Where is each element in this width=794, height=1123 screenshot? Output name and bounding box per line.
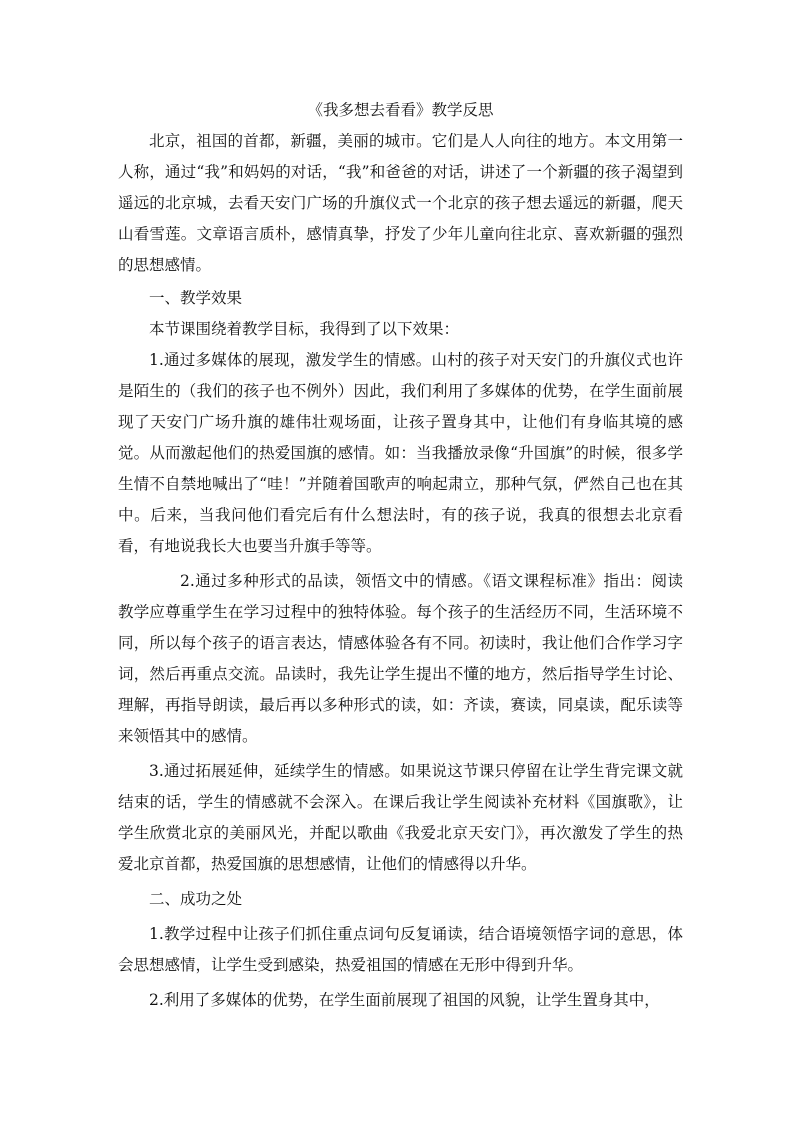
effect-item-1-paragraph: 1.通过多媒体的展现，激发学生的情感。山村的孩子对天安门的升旗仪式也许是陌生的（我们的孩子也不例外）因此，我们利用了多媒体的优势，在学生面前展现了天安门广场升旗的雄伟壮观场面，让孩子置身其中，让他们有身临其境的感觉。从而激起他们的热爱国旗的感情。如：当我播放录像“升国旗”的时候，很多学生情不自禁地喊出了“哇！”并随着国歌声的响起肃立，那种气氛，俨然自己也在其中。后来，当我问他们看完后有什么想法时，有的孩子说，我真的很想去北京看看，有地说我长大也要当升旗手等等。	[118, 351, 683, 555]
effect-item-3-paragraph: 3.通过拓展延伸，延续学生的情感。如果说这节课只停留在让学生背完课文就结束的话，学生的情感就不会深入。在课后我让学生阅读补充材料《国旗歌》，让学生欣赏北京的美丽风光，并配以歌曲《我爱北京天安门》，再次激发了学生的热爱北京首都，热爱国旗的思想感情，让他们的情感得以升华。	[118, 762, 683, 873]
success-item-1-paragraph: 1.教学过程中让孩子们抓住重点词句反复诵读，结合语境领悟字词的意思，体会思想感情，让学生受到感染，热爱祖国的情感在无形中得到升华。	[118, 925, 683, 974]
success-item-2-paragraph: 2.利用了多媒体的优势，在学生面前展现了祖国的风貌，让学生置身其中，	[149, 991, 660, 1009]
section-heading-teaching-effect: 一、教学效果	[149, 289, 243, 307]
section-heading-success: 二、成功之处	[149, 890, 243, 908]
intro-paragraph: 北京，祖国的首都，新疆，美丽的城市。它们是人人向往的地方。本文用第一人称，通过“我”和妈妈的对话，“我”和爸爸的对话，讲述了一个新疆的孩子渴望到遥远的北京城，去看天安门广场的升旗仪式一个北京的孩子想去遥远的新疆，爬天山看雪莲。文章语言质朴，感情真挚，抒发了少年儿童向往北京、喜欢新疆的强烈的思想感情。	[118, 132, 683, 274]
document-page	[118, 98, 683, 1016]
document-title: 《我多想去看看》教学反思	[307, 101, 494, 119]
effect-intro-paragraph: 本节课围绕着教学目标，我得到了以下效果：	[149, 320, 460, 338]
effect-item-2-paragraph: 2.通过多种形式的品读，领悟文中的情感。《语文课程标准》指出：阅读教学应尊重学生在学习过程中的独特体验。每个孩子的生活经历不同，生活环境不同，所以每个孩子的语言表达，情感体验各有不同。初读时，我让他们合作学习字词，然后再重点交流。品读时，我先让学生提出不懂的地方，然后指导学生讨论、理解，再指导朗读，最后再以多种形式的读，如：齐读，赛读，同桌读，配乐读等来领悟其中的感情。	[118, 572, 683, 745]
